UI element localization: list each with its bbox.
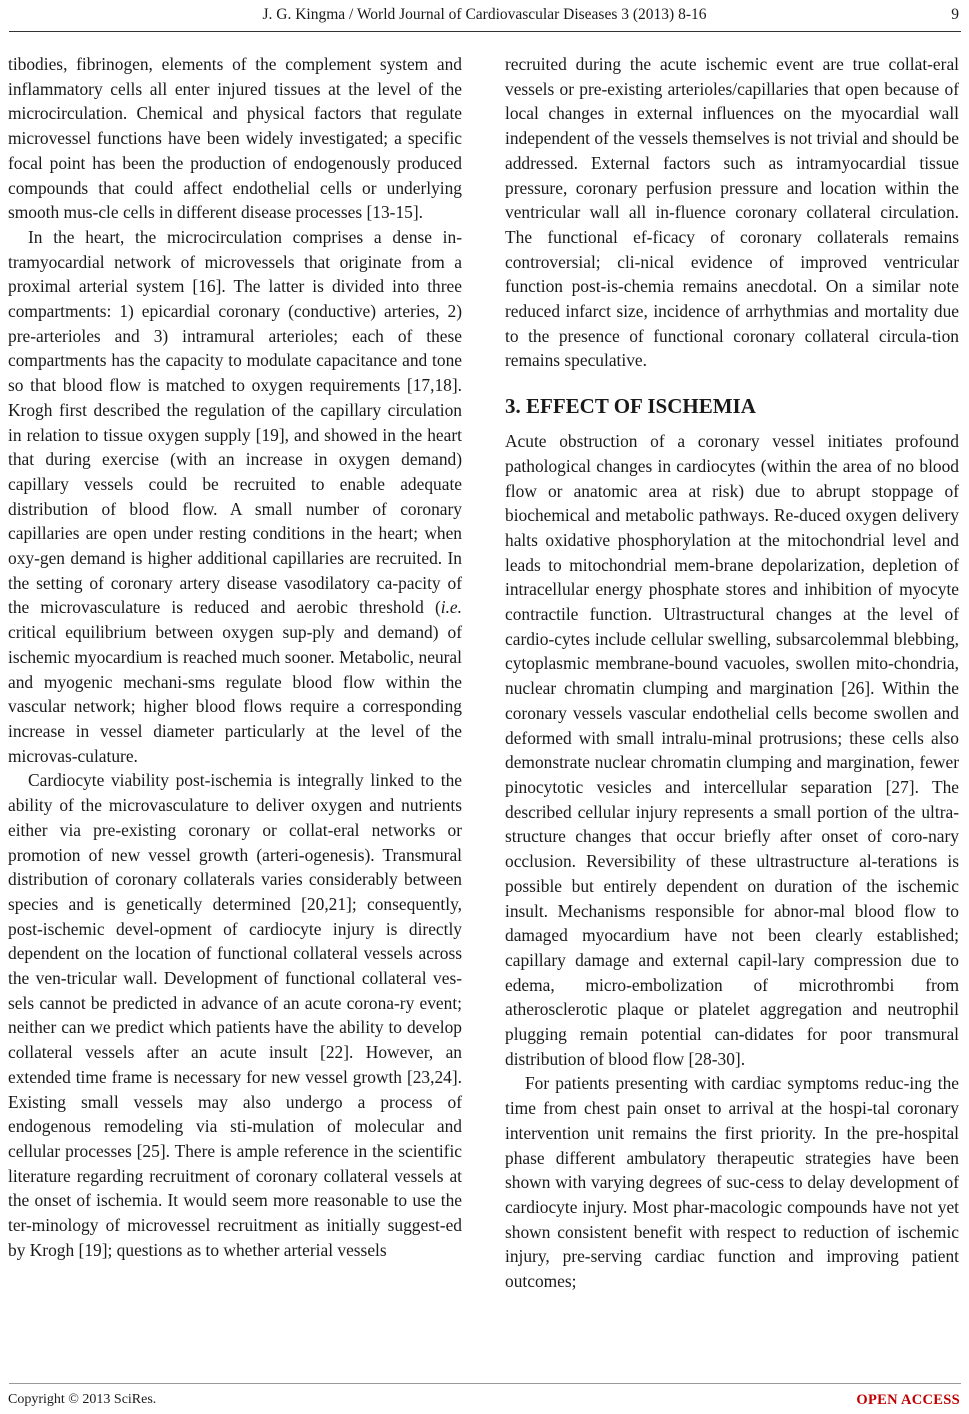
paragraph: tibodies, fibrinogen, elements of the complement system and inflammatory cells all enter injured tissues at the level of the microcirculation. Chemical and physical factors that regulate microvessel functions have been widely investigated; a specific focal point has been the production of endogenously produced compounds that could affect endothelial cells or underlying smooth mus-cle cells in different disease processes [13-15]. bbox=[8, 54, 462, 223]
page-number: 9 bbox=[951, 6, 959, 23]
left-column bbox=[8, 52, 462, 1262]
paragraph: For patients presenting with cardiac symptoms reduc-ing the time from chest pain onset to arrival at the hospi-tal coronary intervention unit remains the first priority. In the pre-hospital phase different ambulatory therapeutic strategies have been shown with varying degrees of suc-cess to delay development of cardiocyte injury. Most phar-macologic compounds have not yet shown consistent benefit with respect to reduction of ischemic injury, pre-serving cardiac function and improving patient outcomes; bbox=[505, 1073, 959, 1292]
copyright-notice: Copyright © 2013 SciRes. bbox=[8, 1392, 157, 1407]
paragraph-text: critical equilibrium between oxygen sup-ply and demand) of ischemic myocardium is reached much sooner. Metabolic, neural and myogenic mechani-sms regulate blood flow within the vascular network; higher blood flows require a corresponding increase in vessel diameter particularly at the level of the microvas-culature. bbox=[8, 622, 462, 766]
paragraph-text: In the heart, the microcirculation comprises a dense in-tramyocardial network of microvessels that originate from a proximal arterial system [16]. The latter is divided into three compartments: 1) epicardial coronary (conductive) arteries, 2) pre-arterioles and 3) intramural arterioles; each of these compartments has the capacity to modulate capacitance and tone so that blood flow is matched to oxygen requirements [17,18]. Krogh first described the regulation of the capillary circulation in relation to tissue oxygen supply [19], and showed in the heart that during exercise (with an increase in oxygen demand) capillary vessels could be recruited to enable adequate distribution of blood flow. A small number of coronary capillaries are open under resting conditions in the heart; when oxy-gen demand is higher additional capillaries are recruited. In the setting of coronary artery disease vasodilatory ca-pacity of the microvasculature is reduced and aerobic threshold ( bbox=[8, 226, 462, 618]
paragraph: recruited during the acute ischemic event are true collat-eral vessels or pre-existing arterioles/capillaries that open because of local changes in external influences on the myocardial wall independent of the vessels themselves is not trivial and should be addressed. External factors such as intramyocardial tissue pressure, coronary perfusion pressure and location within the ventricular wall all in-fluence coronary collateral circulation. The functional ef-ficacy of coronary collaterals remains controversial; cli-nical evidence of improved ventricular function post-is-chemia remains anecdotal. On a similar note reduced infarct size, incidence of arrhythmias and mortality due to the presence of functional coronary collateral circula-tion remains speculative. bbox=[505, 54, 959, 371]
footer-rule bbox=[9, 1383, 961, 1384]
italic-abbreviation: i.e. bbox=[440, 597, 462, 618]
open-access-label: OPEN ACCESS bbox=[856, 1392, 960, 1408]
paragraph bbox=[8, 225, 462, 768]
right-column bbox=[505, 52, 959, 1294]
running-title: J. G. Kingma / World Journal of Cardiovascular Diseases 3 (2013) 8-16 bbox=[262, 6, 707, 23]
paragraph: Cardiocyte viability post-ischemia is integrally linked to the ability of the microvasculature to deliver oxygen and nutrients either via pre-existing coronary or collat-eral networks or promotion of new vessel growth (arteri-ogenesis). Transmural distribution of coronary collaterals varies considerably between species and is genetically determined [20,21]; consequently, post-ischemic devel-opment of cardiocyte injury is directly dependent on the location of functional collateral vessels across the ven-tricular wall. Development of functional collateral ves-sels cannot be predicted in advance of an acute corona-ry event; neither can we predict which patients have the ability to develop collateral vessels after an acute insult [22]. However, an extended time frame is necessary for new vessel growth [23,24]. Existing small vessels may also undergo a process of endogenous remodeling via sti-mulation of molecular and cellular processes [25]. There is ample reference in the scientific literature regarding recruitment of coronary collateral vessels at the onset of ischemia. It would seem more reasonable to use the ter-minology of microvessel recruitment as initially suggest-ed by Krogh [19]; questions as to whether arterial vessels bbox=[8, 770, 462, 1260]
section-heading: 3. EFFECT OF ISCHEMIA bbox=[505, 394, 756, 419]
header-rule bbox=[9, 31, 961, 32]
running-header bbox=[0, 6, 969, 30]
paragraph: Acute obstruction of a coronary vessel initiates profound pathological changes in cardiocytes (within the area of no blood flow or anatomic area at risk) due to abrupt stoppage of biochemical and metabolic pathways. Re-duced oxygen delivery halts oxidative phosphorylation at the mitochondrial level and leads to mitochondrial mem-brane depolarization, depletion of intracellular energy phosphate stores and inhibition of myocyte contractile function. Ultrastructural changes at the level of cardio-cytes include cellular swelling, subsarcolemmal blebbing, cytoplasmic membrane-bound vacuoles, swollen mito-chondria, nuclear chromatin clumping and margination [26]. Within the coronary vessels vascular endothelial cells become swollen and deformed with small intralu-minal protrusions; these cells also demonstrate nuclear chromatin clumping and margination, fewer pinocytotic vesicles and intercellular separation [27]. The described cellular injury represents a small portion of the ultra-structure changes that occur briefly after onset of coro-nary occlusion. Reversibility of these ultrastructure al-terations is possible but entirely dependent on duration of the ischemic insult. Mechanisms responsible for abnor-mal blood flow to damaged myocardium have not been clearly established; capillary damage and external capil-lary compression due to edema, micro-embolization of microthrombi from atherosclerotic plaque or platelet aggregation and neutrophil plugging remain potential can-didates for poor transmural distribution of blood flow [28-30]. bbox=[505, 431, 959, 1069]
